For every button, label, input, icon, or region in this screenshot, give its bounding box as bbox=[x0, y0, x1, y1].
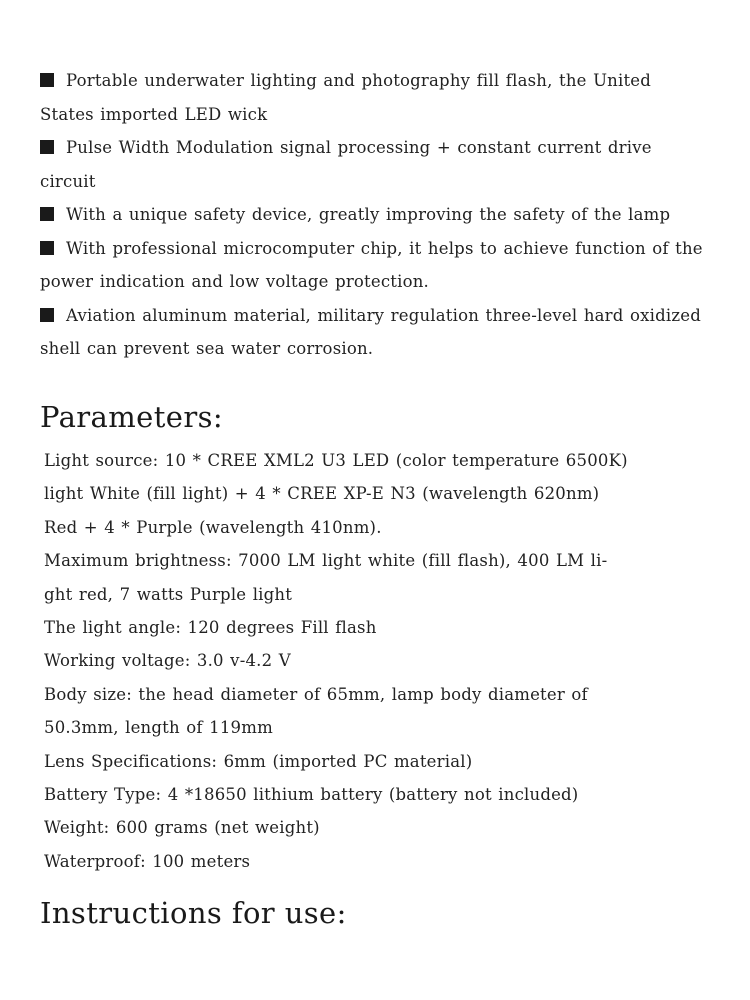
feature-text: Aviation aluminum material, military regulation three-level hard oxidized shell can prevent sea water corrosion. bbox=[40, 305, 701, 358]
parameter-line: Red + 4 * Purple (wavelength 410nm). bbox=[44, 517, 382, 537]
parameter-line: Light source: 10 * CREE XML2 U3 LED (color temperature 6500K) bbox=[44, 451, 628, 470]
parameter-line: light White (fill light) + 4 * CREE XP-E N3 (wavelength 620nm) bbox=[44, 484, 600, 504]
parameter-line: Working voltage: 3.0 v-4.2 V bbox=[44, 651, 291, 671]
square-bullet-icon bbox=[40, 140, 54, 154]
parameter-line: Battery Type: 4 *18650 lithium battery (battery not included) bbox=[44, 785, 579, 805]
parameter-line: ght red, 7 watts Purple light bbox=[44, 584, 293, 604]
feature-text: With a unique safety device, greatly improving the safety of the lamp bbox=[66, 205, 671, 224]
square-bullet-icon bbox=[40, 73, 54, 87]
parameter-list bbox=[44, 444, 684, 878]
parameter-line: Waterproof: 100 meters bbox=[44, 851, 251, 871]
feature-item bbox=[40, 232, 710, 299]
instructions-heading: Instructions for use: bbox=[40, 896, 347, 930]
square-bullet-icon bbox=[40, 207, 54, 221]
parameter-line: 50.3mm, length of 119mm bbox=[44, 718, 273, 738]
square-bullet-icon bbox=[40, 308, 54, 322]
parameter-line: The light angle: 120 degrees Fill flash bbox=[44, 618, 377, 638]
parameter-line: Weight: 600 grams (net weight) bbox=[44, 818, 320, 838]
feature-text: With professional microcomputer chip, it helps to achieve function of the power indication and low voltage protection. bbox=[40, 238, 703, 291]
parameter-line: Lens Specifications: 6mm (imported PC material) bbox=[44, 751, 473, 771]
feature-item bbox=[40, 131, 710, 198]
feature-item bbox=[40, 198, 710, 232]
parameter-line: Body size: the head diameter of 65mm, lamp body diameter of bbox=[44, 684, 588, 704]
parameter-line: Maximum brightness: 7000 LM light white (fill flash), 400 LM li- bbox=[44, 551, 608, 571]
feature-list bbox=[40, 64, 710, 366]
feature-text: Pulse Width Modulation signal processing + constant current drive circuit bbox=[40, 138, 652, 191]
parameters-heading: Parameters: bbox=[40, 400, 224, 434]
feature-text: Portable underwater lighting and photography fill flash, the United States imported LED wick bbox=[40, 71, 652, 124]
feature-item bbox=[40, 299, 710, 366]
feature-item bbox=[40, 64, 710, 131]
square-bullet-icon bbox=[40, 241, 54, 255]
